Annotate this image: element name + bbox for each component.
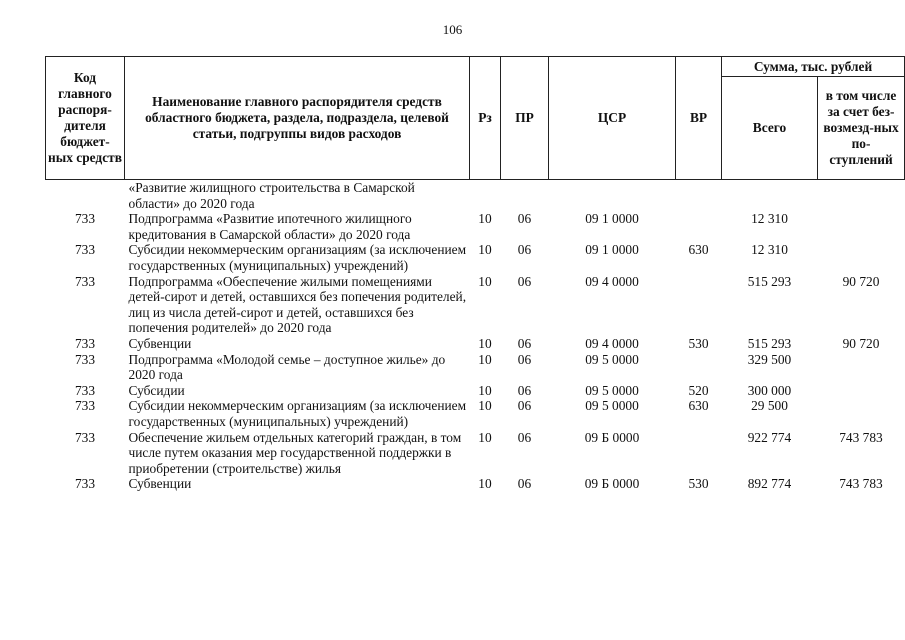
cell-total: 892 774 <box>747 476 792 492</box>
page-number: 106 <box>442 22 463 37</box>
header-total: Всего <box>722 77 818 180</box>
cell-vr <box>676 211 722 242</box>
header-rz: Рз <box>470 57 501 180</box>
cell-free <box>818 352 905 383</box>
cell-pr: 06 <box>517 351 532 367</box>
cell-free: 90 720 <box>842 273 880 289</box>
cell-csr: 09 Б 0000 <box>584 476 640 492</box>
budget-table <box>45 56 905 492</box>
cell-vr <box>676 430 722 477</box>
cell-free: 743 783 <box>839 429 883 445</box>
cell-total: 329 500 <box>747 351 792 367</box>
cell-free <box>818 242 905 273</box>
cell-free: 90 720 <box>842 335 880 351</box>
cell-csr: 09 5 0000 <box>585 382 639 398</box>
table-row <box>46 336 905 352</box>
cell-vr <box>676 352 722 383</box>
cell-name: Субсидии некоммерческим организациям (за исключением государственных (муниципальных) учреждений) <box>128 398 467 429</box>
cell-total: 515 293 <box>747 335 792 351</box>
cell-pr: 06 <box>517 211 532 227</box>
header-sum: Сумма, тыс. рублей <box>722 57 905 77</box>
cell-free <box>818 180 905 212</box>
cell-rz: 10 <box>478 242 492 258</box>
cell-pr: 06 <box>517 398 532 414</box>
table-row <box>46 180 905 212</box>
cell-code: 733 <box>74 476 96 492</box>
cell-csr: 09 1 0000 <box>585 242 639 258</box>
cell-free: 743 783 <box>839 476 883 492</box>
cell-name: Субвенции <box>128 476 192 492</box>
header-pr: ПР <box>501 57 549 180</box>
cell-vr: 630 <box>688 398 709 414</box>
cell-free <box>818 383 905 399</box>
header-vr: ВР <box>676 57 722 180</box>
cell-csr: 09 5 0000 <box>585 398 639 414</box>
table-row <box>46 476 905 492</box>
cell-code <box>46 180 125 212</box>
cell-csr: 09 5 0000 <box>585 351 639 367</box>
cell-name: Субсидии <box>128 382 185 398</box>
header-free: в том числе за счет без-возмезд-ных по-ступлений <box>818 77 905 180</box>
cell-pr: 06 <box>517 476 532 492</box>
cell-code: 733 <box>74 211 96 227</box>
cell-name: Субвенции <box>128 335 192 351</box>
cell-rz: 10 <box>478 351 492 367</box>
cell-rz: 10 <box>478 273 492 289</box>
cell-vr <box>676 274 722 336</box>
cell-free <box>818 211 905 242</box>
cell-rz: 10 <box>478 211 492 227</box>
cell-name: Субсидии некоммерческим организациям (за исключением государственных (муниципальных) учреждений) <box>128 242 467 273</box>
cell-rz: 10 <box>478 335 492 351</box>
cell-csr: 09 Б 0000 <box>584 429 640 445</box>
cell-name: Обеспечение жильем отдельных категорий граждан, в том числе путем оказания мер государственной поддержки в приобретении (строительстве) жилья <box>128 429 462 476</box>
cell-name: Подпрограмма «Развитие ипотечного жилищного кредитования в Самарской области» до 2020 года <box>128 211 412 242</box>
cell-vr: 530 <box>688 335 709 351</box>
table-row <box>46 383 905 399</box>
cell-total: 12 310 <box>751 211 788 227</box>
cell-rz: 10 <box>478 476 492 492</box>
cell-code: 733 <box>74 382 96 398</box>
table-row <box>46 274 905 336</box>
cell-pr: 06 <box>517 429 532 445</box>
cell-vr <box>676 180 722 212</box>
cell-pr: 06 <box>517 335 532 351</box>
cell-pr: 06 <box>517 382 532 398</box>
table-row <box>46 211 905 242</box>
cell-total: 29 500 <box>751 398 788 414</box>
header-code: Код главного распоря-дителя бюджет-ных средств <box>46 57 125 180</box>
cell-name: Подпрограмма «Обеспечение жилыми помещениями детей-сирот и детей, оставшихся без попечения родителей, лиц из числа детей-сирот и детей, оставшихся без попечения родителей» до 2020 года <box>128 273 467 336</box>
table-header <box>46 57 905 180</box>
cell-name: «Развитие жилищного строительства в Самарской области» до 2020 года <box>128 180 415 211</box>
cell-vr: 530 <box>688 476 709 492</box>
cell-code: 733 <box>74 398 96 414</box>
cell-rz: 10 <box>478 429 492 445</box>
cell-rz: 10 <box>478 382 492 398</box>
cell-csr: 09 4 0000 <box>585 335 639 351</box>
table-row <box>46 430 905 477</box>
cell-csr: 09 4 0000 <box>585 273 639 289</box>
header-csr: ЦСР <box>549 57 676 180</box>
table-row <box>46 242 905 273</box>
cell-rz: 10 <box>478 398 492 414</box>
table-row <box>46 352 905 383</box>
cell-code: 733 <box>74 351 96 367</box>
cell-code: 733 <box>74 273 96 289</box>
cell-code: 733 <box>74 242 96 258</box>
cell-vr: 520 <box>688 382 709 398</box>
cell-pr <box>501 180 549 212</box>
header-name: Наименование главного распорядителя средств областного бюджета, раздела, подраздела, целевой статьи, подгруппы видов расходов <box>125 57 470 180</box>
cell-rz <box>470 180 501 212</box>
cell-free <box>818 398 905 429</box>
cell-code: 733 <box>74 429 96 445</box>
cell-pr: 06 <box>517 273 532 289</box>
cell-total <box>722 180 818 212</box>
cell-total: 515 293 <box>747 273 792 289</box>
table-body <box>46 180 905 492</box>
cell-total: 922 774 <box>747 429 792 445</box>
cell-csr: 09 1 0000 <box>585 211 639 227</box>
cell-total: 300 000 <box>747 382 792 398</box>
cell-name: Подпрограмма «Молодой семье – доступное жилье» до 2020 года <box>128 351 446 383</box>
table-row <box>46 398 905 429</box>
cell-pr: 06 <box>517 242 532 258</box>
cell-vr: 630 <box>688 242 709 258</box>
cell-code: 733 <box>74 335 96 351</box>
cell-total: 12 310 <box>751 242 788 258</box>
cell-csr <box>549 180 676 212</box>
